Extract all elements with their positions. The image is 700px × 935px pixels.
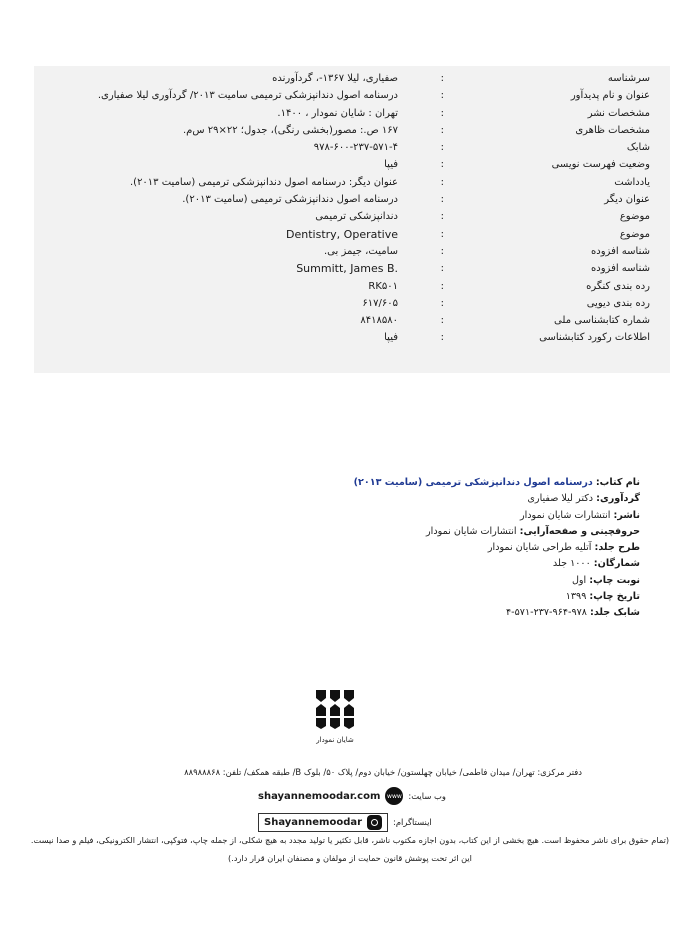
instagram-box[interactable] [258,813,388,832]
book-info-value: درسنامه اصول دندانپزشکی ترمیمی (سامیت ۲۰۱۳) [353,477,593,488]
book-info-label: تاریخ چاپ: [589,591,640,603]
instagram-icon [367,815,382,830]
book-info-label: حروفچینی و صفحه‌آرایی: [519,525,640,537]
cip-row [34,295,670,312]
cip-value: ۱۶۷ ص.: مصور(بخشی رنگی)، جدول؛ ۲۲×۲۹ س‌م. [182,124,398,136]
publisher-logo [312,688,358,730]
website-label: وب سایت: [408,791,446,801]
book-identification [310,475,640,622]
book-info-value: آتلیه طراحی شایان نمودار [487,542,592,554]
cip-colon: : [440,124,444,136]
book-info-label: ناشر: [613,509,640,521]
cip-value: Summitt, James B. [296,262,398,276]
website-link[interactable]: shayannemoodar.com [258,790,381,802]
cip-row [34,278,670,295]
book-info-label: طرح جلد: [594,542,640,554]
book-info-line [310,540,640,556]
book-info-line [310,556,640,572]
cip-value: ۸۴۱۸۵۸۰ [360,315,398,327]
book-info-label: نوبت چاپ: [589,574,640,586]
book-info-value: ۱۳۹۹ [565,591,587,603]
cip-value: درسنامه اصول دندانپزشکی ترمیمی سامیت ۲۰۱۳/ گردآوری لیلا صفیاری. [97,90,398,102]
cip-colon: : [440,211,444,223]
cip-label: موضوع [619,228,650,240]
cip-label: مشخصات نشر [587,107,650,119]
cip-row [34,260,670,277]
cip-value: فیپا [384,332,398,344]
cip-label: وضعیت فهرست نویسی [551,159,650,171]
cip-value: ۹۷۸-۶۰۰-۲۳۷-۵۷۱-۴ [313,142,398,154]
book-info-line [310,589,640,605]
instagram-label: اینستاگرام: [393,817,432,827]
cip-colon: : [440,332,444,344]
book-info-line [310,508,640,524]
book-info-value: ۹۷۸-۹۶۴-۲۳۷-۵۷۱-۴ [506,607,587,619]
book-info-value: انتشارات شایان نمودار [426,525,517,537]
book-info-label: گردآوری: [596,493,640,505]
book-info-line [310,491,640,507]
cip-colon: : [440,159,444,171]
book-info-line [310,573,640,589]
cip-value: درسنامه اصول دندانپزشکی ترمیمی (سامیت ۲۰۱۳). [182,194,398,206]
copyright-line-1: (تمام حقوق برای ناشر محفوظ است. هیچ بخشی از این کتاب، بدون اجازه مکتوب ناشر، قابل تکثیر یا تولید مجدد به هیچ شکلی، از جمله چاپ، فتوکپی، انتشار الکترونیکی، فیلم و صدا نیست. [30,835,670,845]
book-info-line [310,524,640,540]
cip-label: یادداشت [614,176,650,188]
book-info-value: دکتر لیلا صفیاری [527,493,594,505]
cip-colon: : [440,142,444,154]
cip-label: عنوان دیگر [604,194,650,206]
cip-colon: : [440,228,444,240]
book-info-line [310,605,640,621]
book-info-label: شمارگان: [593,558,640,570]
cip-value: RK۵۰۱ [368,280,398,292]
cip-value: Dentistry, Operative [286,227,398,241]
book-info-label: شابک جلد: [589,607,640,619]
cip-colon: : [440,245,444,257]
office-address: دفتر مرکزی: تهران/ میدان فاطمی/ خیابان چهلستون/ خیابان دوم/ پلاک ۵۰/ بلوک B/ طبقه همکف/ تلفن: ۸۸۹۸۸۸۶۸ [184,767,582,777]
cip-label: رده بندی دیویی [586,297,650,309]
copyright-notice [20,831,680,867]
cip-row [34,208,670,225]
cip-colon: : [440,315,444,327]
book-info-line [310,475,640,491]
cip-row [34,243,670,260]
cip-row [34,226,670,243]
website-row [20,785,680,807]
cip-colon: : [440,73,444,84]
cip-colon: : [440,107,444,119]
cip-row [34,105,670,122]
cip-row [34,87,670,104]
cip-row [34,312,670,329]
book-info-value: ۱۰۰۰ جلد [552,558,591,570]
cip-value: تهران : شایان نمودار ، ۱۴۰۰. [277,107,398,119]
cip-row [34,329,670,346]
cip-value: عنوان دیگر: درسنامه اصول دندانپزشکی ترمیمی (سامیت ۲۰۱۳). [129,176,398,188]
cip-catalog-box [34,66,670,373]
cip-label: عنوان و نام پدیدآور [570,90,650,102]
cip-colon: : [440,176,444,188]
book-info-value: انتشارات شایان نمودار [519,509,611,521]
cip-label: شماره کتابشناسی ملی [554,315,650,327]
instagram-handle: Shayannemoodar [264,816,363,828]
cip-label: مشخصات ظاهری [575,124,650,136]
cip-label: شابک [626,142,650,154]
cip-label: موضوع [619,211,650,223]
cip-label: شناسه افزوده [591,245,650,257]
cip-row [34,139,670,156]
cip-value: سامیت، جیمز بی. [324,245,398,257]
cip-label: شناسه افزوده [591,263,650,275]
cip-colon: : [440,280,444,292]
cip-value: دندانپزشکی ترمیمی [315,211,398,223]
cip-label: رده بندی کنگره [586,280,650,292]
cip-row [34,122,670,139]
book-info-value: اول [571,574,587,586]
cip-colon: : [440,263,444,275]
cip-value: ۶۱۷/۶۰۵ [362,297,398,309]
cip-colon: : [440,297,444,309]
cip-row [34,70,670,87]
cip-row [34,156,670,173]
cip-label: اطلاعات رکورد کتابشناسی [539,332,650,344]
cip-value: فیپا [384,159,398,171]
globe-icon: www [385,787,403,805]
book-info-label: نام کتاب: [595,477,640,488]
cip-value: صفیاری، لیلا ۱۳۶۷-، گردآورنده [272,73,398,84]
cip-row [34,174,670,191]
copyright-line-2: این اثر تحت پوشش قانون حمایت از مولفان و مصنفان ایران قرار دارد.) [228,853,472,863]
logo-caption: شایان نمودار [316,736,354,744]
cip-row [34,191,670,208]
instagram-row [20,811,680,833]
cip-colon: : [440,194,444,206]
cip-label: سرشناسه [607,73,650,84]
cip-colon: : [440,90,444,102]
